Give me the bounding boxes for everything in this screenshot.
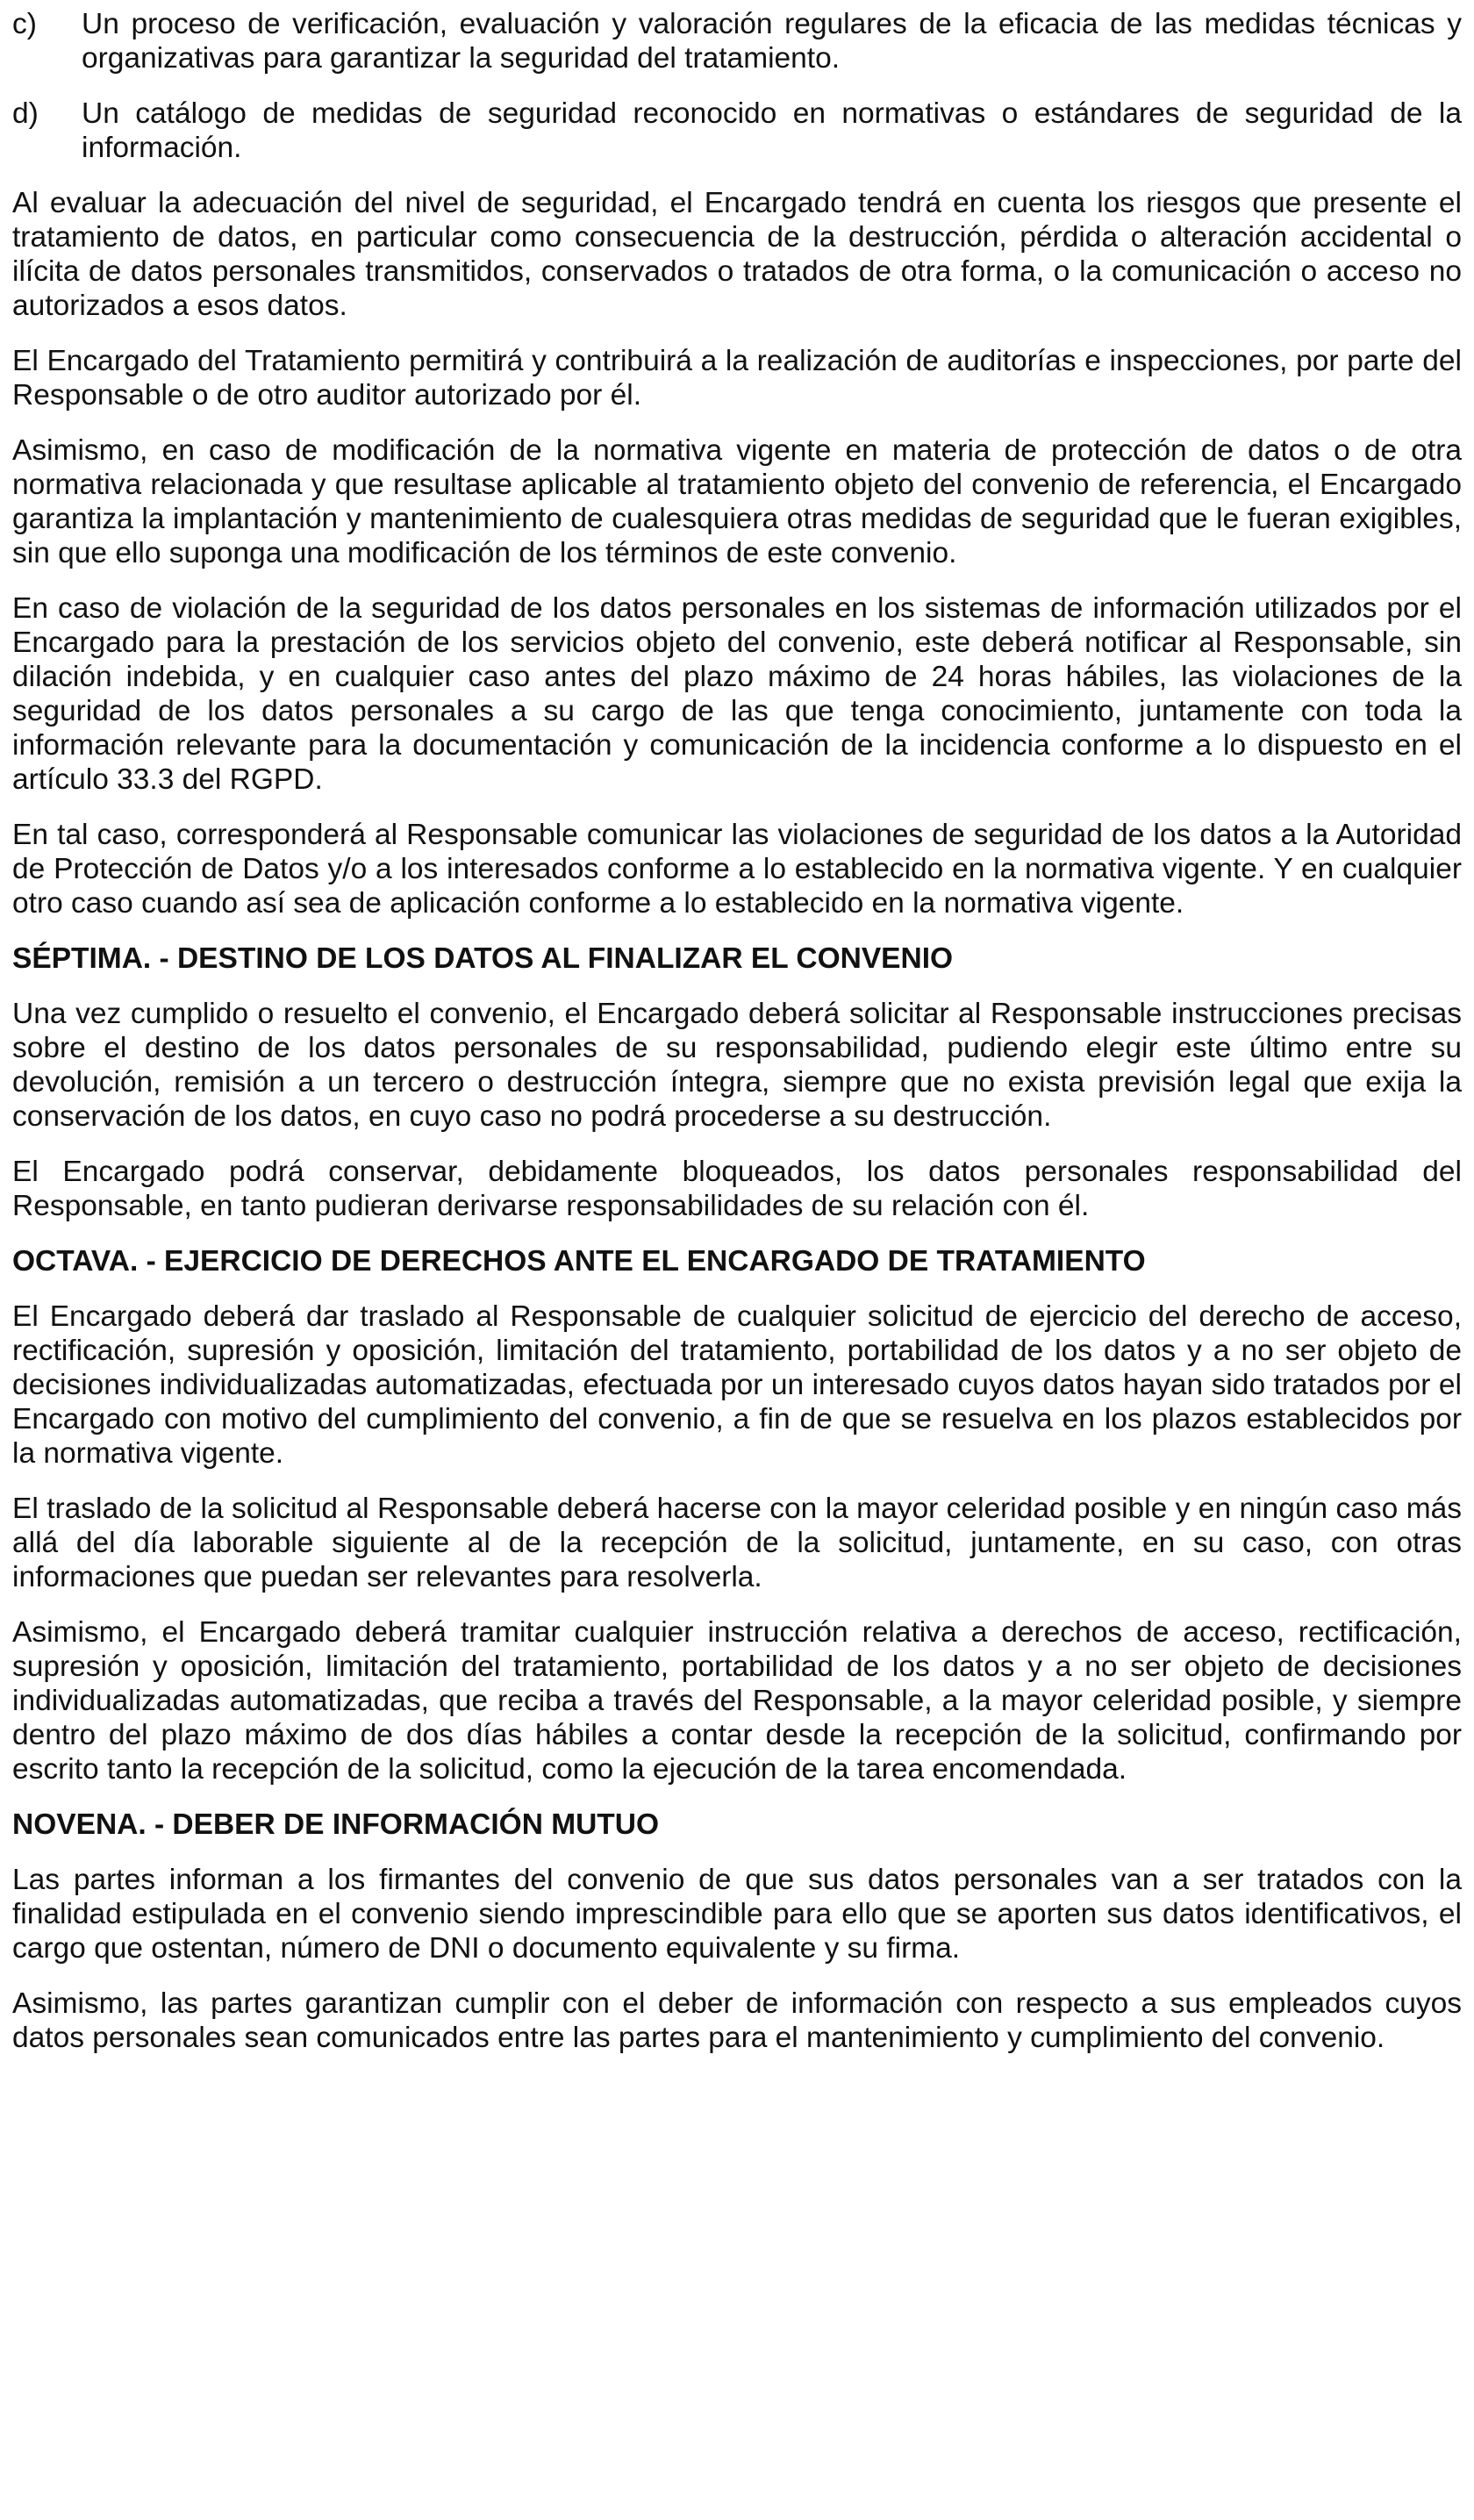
list-item-d (12, 97, 1462, 165)
regulation-change-paragraph: Asimismo, en caso de modificación de la normativa vigente en materia de protección de datos o de otra normativa relacionada y que resultase aplicable al tratamiento objeto del convenio de referencia, el Encargado garantiza la implantación y mantenimiento de cualesquiera otras medidas de seguridad que le fueran exigibles, sin que ello suponga una modificación de los términos de este convenio. (12, 434, 1462, 569)
document-page (12, 7, 1462, 2076)
list-item-letter: c) (12, 8, 37, 40)
security-risk-paragraph: Al evaluar la adecuación del nivel de seguridad, el Encargado tendrá en cuenta los riesgos que presente el tratamiento de datos, en particular como consecuencia de la destrucción, pérdida o alteración accidental o ilícita de datos personales transmitidos, conservados o tratados de otra forma, o la comunicación o acceso no autorizados a esos datos. (12, 187, 1462, 322)
breach-notification-paragraph: En caso de violación de la seguridad de los datos personales en los sistemas de información utilizados por el Encargado para la prestación de los servicios objeto del convenio, este deberá notificar al Responsable, sin dilación indebida, y en cualquier caso antes del plazo máximo de 24 horas hábiles, las violaciones de la seguridad de los datos personales a su cargo de las que tenga conocimiento, juntamente con toda la información relevante para la documentación y comunicación de la incidencia conforme a lo dispuesto en el artículo 33.3 del RGPD. (12, 592, 1462, 796)
septima-paragraph: El Encargado podrá conservar, debidamente bloqueados, los datos personales responsabilidad del Responsable, en tanto pudieran derivarse responsabilidades de su relación con él. (12, 1156, 1462, 1222)
list-item-c (12, 7, 1462, 75)
novena-paragraph: Asimismo, las partes garantizan cumplir con el deber de información con respecto a sus empleados cuyos datos personales sean comunicados entre las partes para el mantenimiento y cumplimiento del convenio. (12, 1987, 1462, 2054)
audit-paragraph: El Encargado del Tratamiento permitirá y contribuirá a la realización de auditorías e inspecciones, por parte del Responsable o de otro auditor autorizado por él. (12, 345, 1462, 412)
octava-paragraph: El Encargado deberá dar traslado al Responsable de cualquier solicitud de ejercicio del derecho de acceso, rectificación, supresión y oposición, limitación del tratamiento, portabilidad de los datos y a no ser objeto de decisiones individualizadas automatizadas, efectuada por un interesado cuyos datos hayan sido tratados por el Encargado con motivo del cumplimiento del convenio, a fin de que se resuelva en los plazos establecidos por la normativa vigente. (12, 1300, 1462, 1470)
breach-communication-paragraph: En tal caso, corresponderá al Responsable comunicar las violaciones de seguridad de los datos a la Autoridad de Protección de Datos y/o a los interesados conforme a lo establecido en la normativa vigente. Y en cualquier otro caso cuando así sea de aplicación conforme a lo establecido en la normativa vigente. (12, 819, 1462, 920)
novena-paragraph: Las partes informan a los firmantes del convenio de que sus datos personales van a ser tratados con la finalidad estipulada en el convenio siendo imprescindible para ello que se aporten sus datos identificativos, el cargo que ostentan, número de DNI o documento equivalente y su firma. (12, 1864, 1462, 1965)
section-heading-octava: OCTAVA. - EJERCICIO DE DERECHOS ANTE EL ENCARGADO DE TRATAMIENTO (12, 1245, 1146, 1278)
section-heading-septima: SÉPTIMA. - DESTINO DE LOS DATOS AL FINALIZAR EL CONVENIO (12, 942, 954, 975)
octava-paragraph: Asimismo, el Encargado deberá tramitar cualquier instrucción relativa a derechos de acceso, rectificación, supresión y oposición, limitación del tratamiento, portabilidad de los datos y a no ser objeto de decisiones individualizadas automatizadas, que reciba a través del Responsable, a la mayor celeridad posible, y siempre dentro del plazo máximo de dos días hábiles a contar desde la recepción de la solicitud, confirmando por escrito tanto la recepción de la solicitud, como la ejecución de la tarea encomendada. (12, 1616, 1462, 1786)
list-item-text: Un proceso de verificación, evaluación y valoración regulares de la eficacia de las medidas técnicas y organizativas para garantizar la seguridad del tratamiento. (82, 8, 1462, 75)
list-item-letter: d) (12, 97, 39, 130)
section-heading-novena: NOVENA. - DEBER DE INFORMACIÓN MUTUO (12, 1808, 659, 1841)
septima-paragraph: Una vez cumplido o resuelto el convenio, el Encargado deberá solicitar al Responsable instrucciones precisas sobre el destino de los datos personales de su responsabilidad, pudiendo elegir este último entre su devolución, remisión a un tercero o destrucción íntegra, siempre que no exista previsión legal que exija la conservación de los datos, en cuyo caso no podrá procederse a su destrucción. (12, 998, 1462, 1133)
octava-paragraph: El traslado de la solicitud al Responsable deberá hacerse con la mayor celeridad posible y en ningún caso más allá del día laborable siguiente al de la recepción de la solicitud, juntamente, en su caso, con otras informaciones que puedan ser relevantes para resolverla. (12, 1493, 1462, 1593)
list-item-text: Un catálogo de medidas de seguridad reconocido en normativas o estándares de seguridad de la información. (82, 97, 1462, 164)
